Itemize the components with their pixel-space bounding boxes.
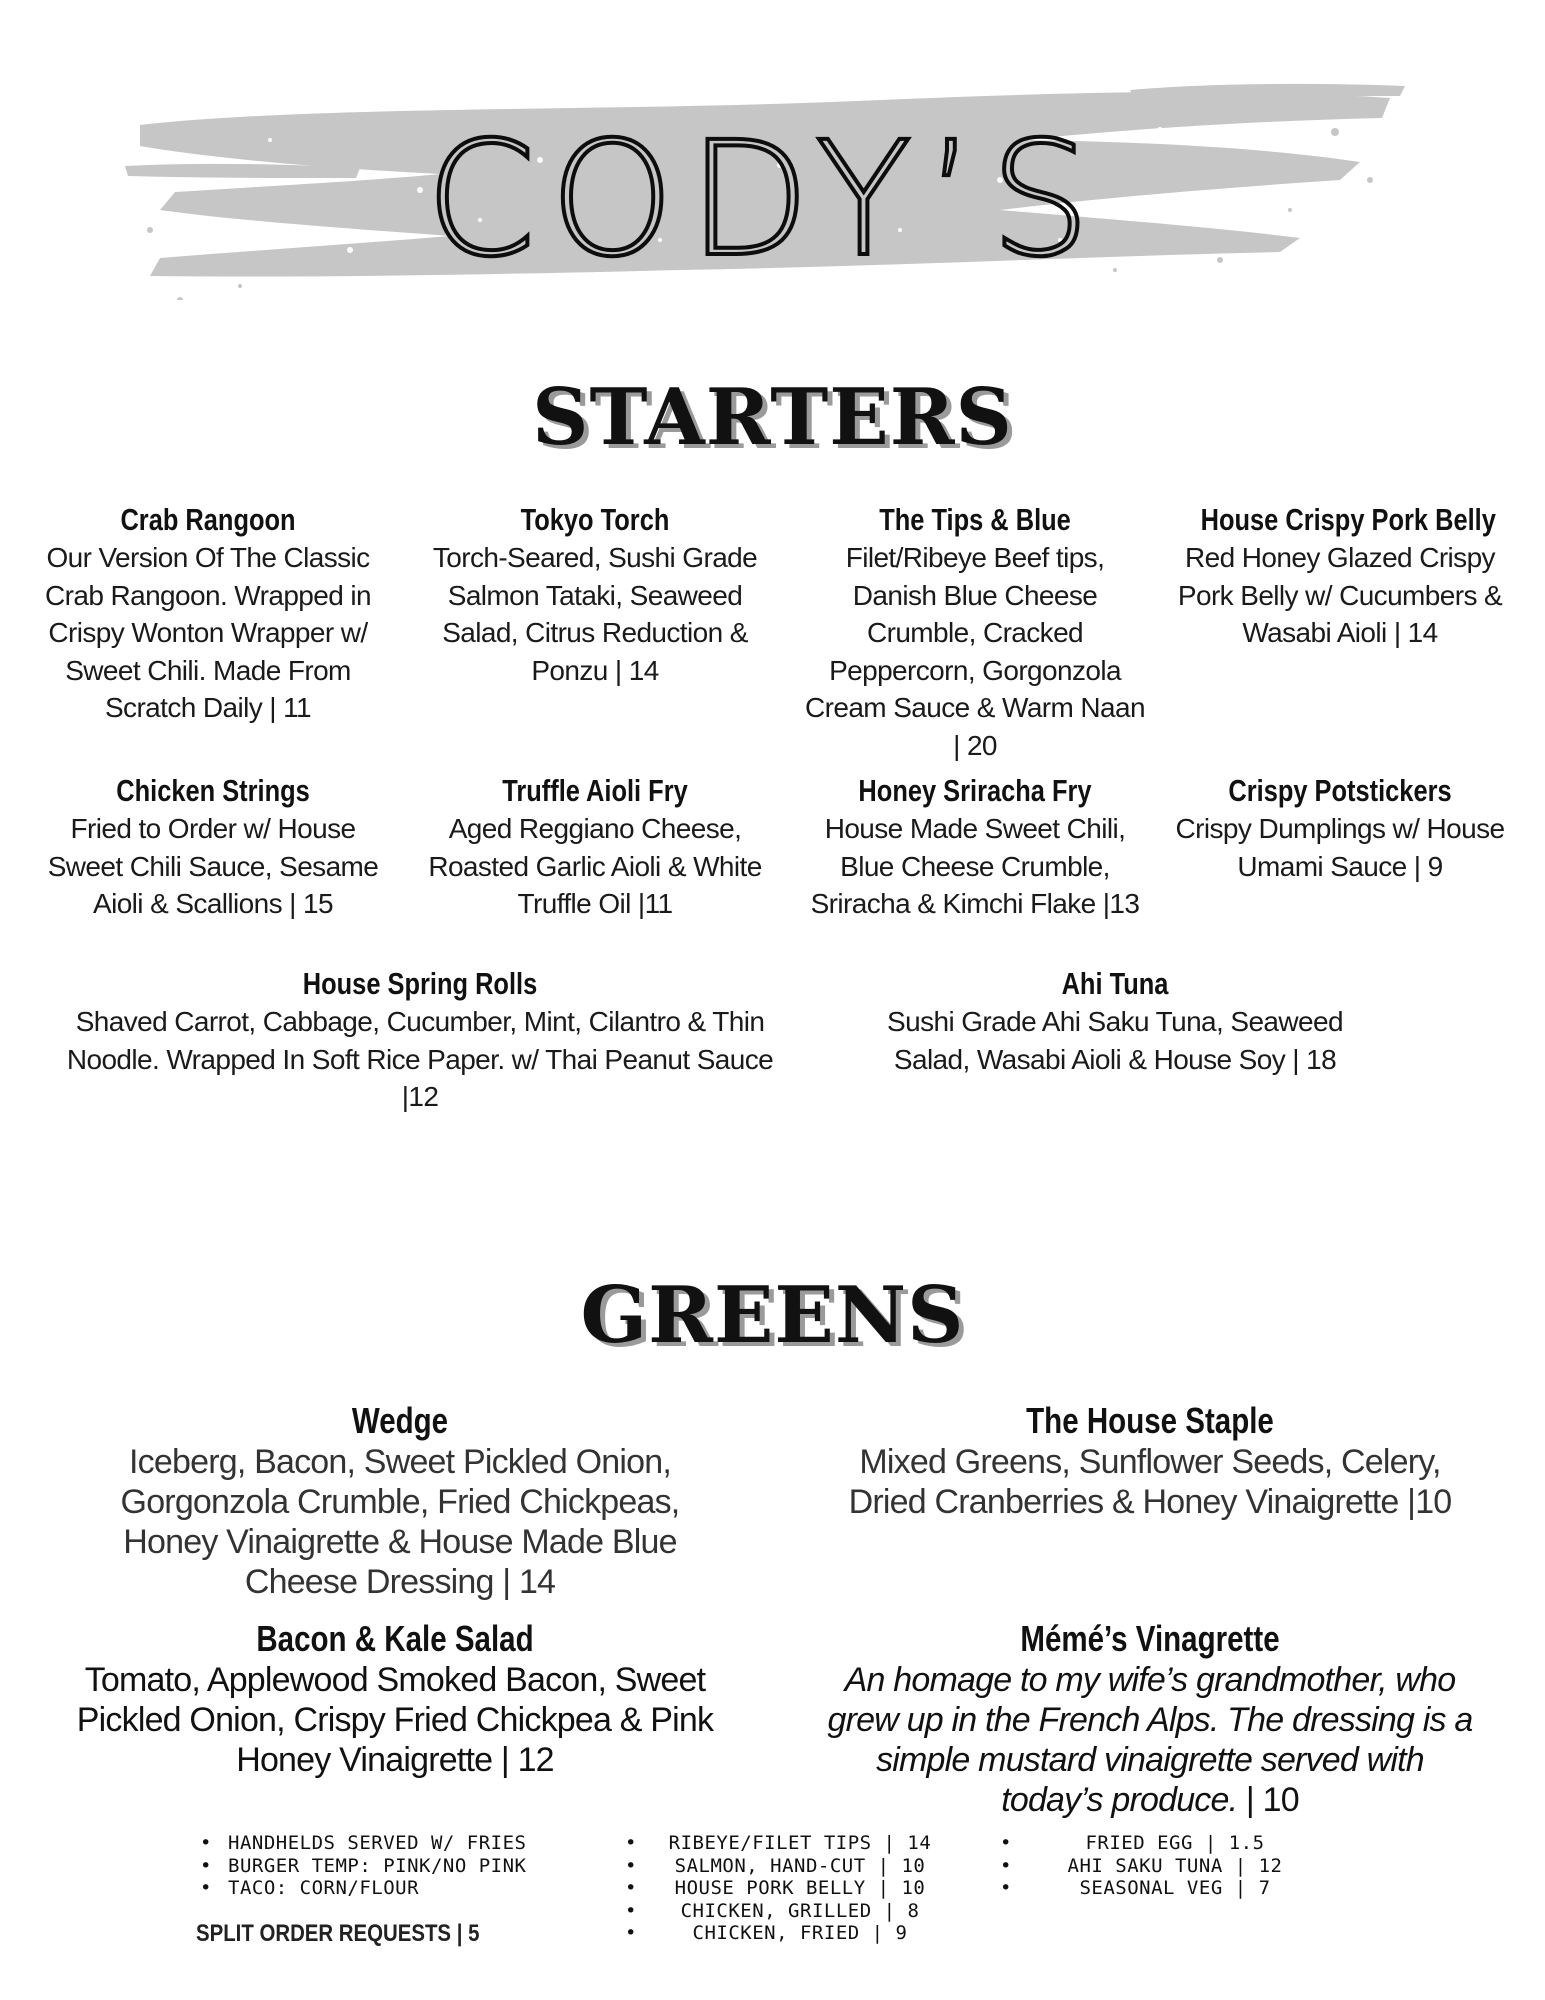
list-item: • RIBEYE/FILET TIPS | 14: [655, 1832, 945, 1855]
menu-item-house-staple: [840, 1400, 1460, 1522]
list-item: • SALMON, HAND-CUT | 10: [655, 1855, 945, 1878]
notes-list: [200, 1832, 620, 1900]
list-item: • BURGER TEMP: PINK/NO PINK: [200, 1855, 620, 1878]
list-item: • AHI SAKU TUNA | 12: [1030, 1855, 1320, 1878]
menu-item-honey-sriracha-fry: [805, 772, 1145, 923]
logo-text: CODY’S: [425, 108, 1105, 292]
list-item: • CHICKEN, GRILLED | 8: [655, 1900, 945, 1923]
item-name: Wedge: [351, 1400, 449, 1441]
item-name: Ahi Tuna: [1061, 966, 1169, 1001]
item-description: Tomato, Applewood Smoked Bacon, Sweet Pickled Onion, Crispy Fried Chickpea & Pink Honey Vinaigrette | 12: [76, 1661, 714, 1779]
item-name: House Spring Rolls: [302, 966, 538, 1001]
item-description: Torch-Seared, Sushi Grade Salmon Tataki, Seaweed Salad, Citrus Reduction & Ponzu | 14: [432, 542, 758, 686]
item-name: Tokyo Torch: [520, 502, 670, 537]
list-item: • TACO: CORN/FLOUR: [200, 1877, 620, 1900]
item-description: Filet/Ribeye Beef tips, Danish Blue Cheese Crumble, Cracked Peppercorn, Gorgonzola Cream Sauce & Warm Naan | 20: [805, 542, 1145, 761]
protein-addons-list: [655, 1832, 945, 1945]
item-name: Chicken Strings: [116, 773, 310, 808]
item-name: Bacon & Kale Salad: [256, 1618, 534, 1659]
item-name: Crispy Potstickers: [1228, 773, 1452, 808]
item-description: Aged Reggiano Cheese, Roasted Garlic Aioli & White Truffle Oil |11: [428, 813, 762, 919]
logo: [120, 70, 1410, 300]
menu-item-crab-rangoon: [38, 501, 378, 727]
menu-item-crispy-potstickers: [1170, 772, 1510, 885]
item-description: Shaved Carrot, Cabbage, Cucumber, Mint, Cilantro & Thin Noodle. Wrapped In Soft Rice Paper. w/ Thai Peanut Sauce |12: [66, 1006, 774, 1112]
menu-item-bacon-kale-salad: [60, 1618, 730, 1780]
item-description: Fried to Order w/ House Sweet Chili Sauce, Sesame Aioli & Scallions | 15: [47, 813, 379, 919]
extra-addons-list: [1030, 1832, 1320, 1900]
item-description: Red Honey Glazed Crispy Pork Belly w/ Cucumbers & Wasabi Aioli | 14: [1177, 542, 1503, 648]
menu-item-tips-and-blue: [805, 501, 1145, 764]
list-item: • CHICKEN, FRIED | 9: [655, 1922, 945, 1945]
item-name: Truffle Aioli Fry: [502, 773, 688, 808]
split-order-note: SPLIT ORDER REQUESTS | 5: [196, 1920, 480, 1947]
item-description: House Made Sweet Chili, Blue Cheese Crumble, Sriracha & Kimchi Flake |13: [810, 813, 1140, 919]
list-item: • FRIED EGG | 1.5: [1030, 1832, 1320, 1855]
item-name: Honey Sriracha Fry: [858, 773, 1092, 808]
greens-title: GREENS: [580, 1270, 965, 1361]
menu-item-tokyo-torch: [425, 501, 765, 689]
menu-item-chicken-strings: [38, 772, 388, 923]
list-item: • HANDHELDS SERVED W/ FRIES: [200, 1832, 620, 1855]
starters-title: STARTERS: [532, 372, 1013, 463]
item-name: Crab Rangoon: [120, 502, 296, 537]
item-description: Mixed Greens, Sunflower Seeds, Celery, Dried Cranberries & Honey Vinaigrette |10: [848, 1443, 1452, 1521]
menu-item-truffle-aioli-fry: [425, 772, 765, 923]
item-name: Mémé’s Vinagrette: [1020, 1618, 1280, 1659]
menu-item-pork-belly: [1170, 501, 1510, 652]
item-description: Our Version Of The Classic Crab Rangoon. Wrapped in Crispy Wonton Wrapper w/ Sweet Chili. Made From Scratch Daily | 11: [45, 542, 371, 723]
item-description: Iceberg, Bacon, Sweet Pickled Onion, Gorgonzola Crumble, Fried Chickpeas, Honey Vinaigrette & House Made Blue Cheese Dressing | 14: [120, 1443, 680, 1601]
item-description-text: An homage to my wife’s grandmother, who grew up in the French Alps. The dressing is a simple mustard vinaigrette served with today’s produce.: [827, 1661, 1473, 1819]
menu-item-memes-vinagrette: [825, 1618, 1475, 1820]
list-item: • SEASONAL VEG | 7: [1030, 1877, 1320, 1900]
menu-item-ahi-tuna: [860, 965, 1370, 1078]
item-description: Sushi Grade Ahi Saku Tuna, Seaweed Salad, Wasabi Aioli & House Soy | 18: [887, 1006, 1343, 1075]
menu-item-wedge: [70, 1400, 730, 1602]
item-name: The Tips & Blue: [879, 502, 1071, 537]
item-name: House Crispy Pork Belly: [1200, 502, 1496, 537]
item-price: | 10: [1237, 1781, 1299, 1819]
item-name: The House Staple: [1026, 1400, 1274, 1441]
list-item: • HOUSE PORK BELLY | 10: [655, 1877, 945, 1900]
item-description: Crispy Dumplings w/ House Umami Sauce | 9: [1175, 813, 1505, 882]
menu-item-spring-rolls: [60, 965, 780, 1116]
item-description: [825, 1660, 1475, 1820]
